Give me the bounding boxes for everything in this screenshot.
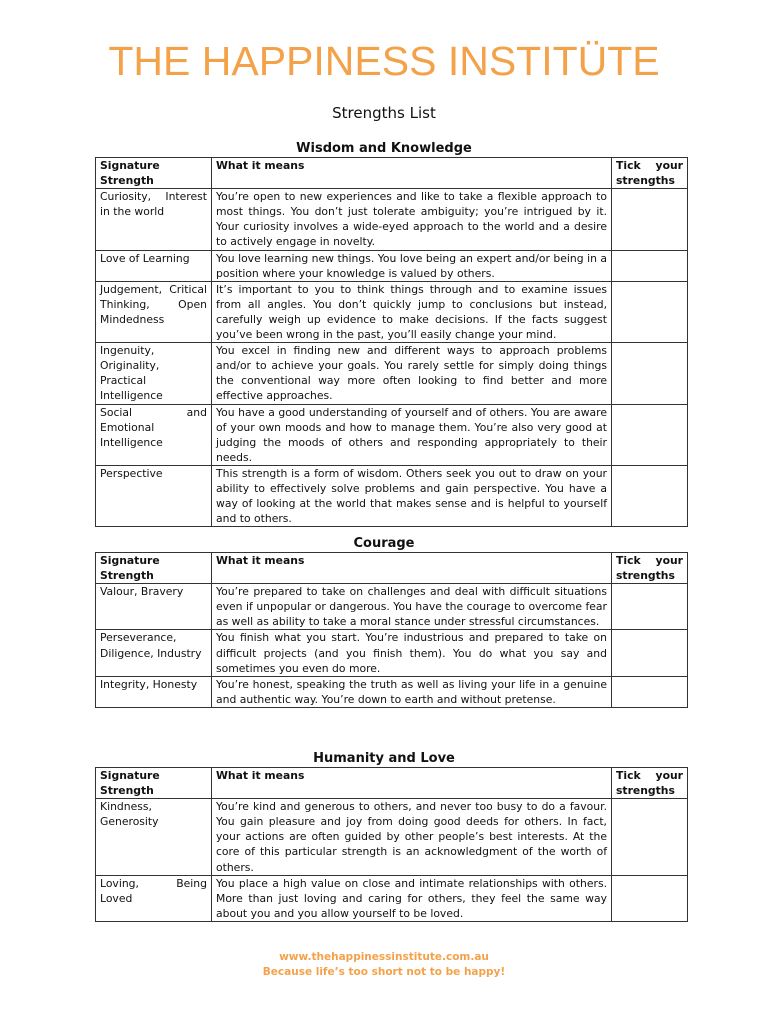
table-header-row xyxy=(96,553,688,584)
strength-meaning: You place a high value on close and intimate relationships with others. More than just loving and caring for others, they feel the same way about you and you allow yourself to be loved. xyxy=(212,875,612,921)
strengths-table-courage xyxy=(95,552,688,708)
section-title-humanity: Humanity and Love xyxy=(313,751,455,766)
footer xyxy=(0,950,768,980)
table-row xyxy=(96,343,688,404)
column-header-meaning: What it means xyxy=(212,768,612,799)
table-row xyxy=(96,404,688,465)
tick-cell[interactable] xyxy=(612,630,688,676)
strength-name: Social and Emotional Intelligence xyxy=(96,404,212,465)
table-row xyxy=(96,799,688,875)
strength-meaning: You have a good understanding of yourself and of others. You are aware of your own moods and how to manage them. You’re also very good at judging the moods of others and responding appropriately to their needs. xyxy=(212,404,612,465)
table-row xyxy=(96,630,688,676)
strengths-table-humanity xyxy=(95,767,688,922)
column-header-tick: Tick your strengths xyxy=(612,158,688,189)
strength-name: Valour, Bravery xyxy=(96,584,212,630)
column-header-signature: Signature Strength xyxy=(96,158,212,189)
column-header-signature: Signature Strength xyxy=(96,768,212,799)
strength-meaning: You love learning new things. You love being an expert and/or being in a position where your knowledge is valued by others. xyxy=(212,250,612,281)
strength-name: Loving, Being Loved xyxy=(96,875,212,921)
footer-tagline: Because life’s too short not to be happy! xyxy=(262,966,506,978)
table-header-row xyxy=(96,158,688,189)
table-row xyxy=(96,465,688,526)
footer-url-link[interactable]: www.thehappinessinstitute.com.au xyxy=(279,951,489,963)
table-row xyxy=(96,281,688,342)
strength-meaning: This strength is a form of wisdom. Others seek you out to draw on your ability to effectively solve problems and gain perspective. You have a way of looking at the world that makes sense and is helpful to yourself and to others. xyxy=(212,465,612,526)
strength-name: Ingenuity, Originality, Practical Intelligence xyxy=(96,343,212,404)
column-header-tick: Tick your strengths xyxy=(612,768,688,799)
strength-meaning: You’re open to new experiences and like to take a flexible approach to most things. You don’t just tolerate ambiguity; you’re intrigued by it. Your curiosity involves a wide-eyed approach to the world and a desire to actively engage in novelty. xyxy=(212,189,612,250)
strength-meaning: You’re honest, speaking the truth as well as living your life in a genuine and authentic way. You’re down to earth and without pretense. xyxy=(212,676,612,707)
strength-name: Judgement, Critical Thinking, Open Mindedness xyxy=(96,281,212,342)
strength-name: Perseverance, Diligence, Industry xyxy=(96,630,212,676)
logo: THE HAPPINESS INSTITÜTE xyxy=(108,38,660,84)
strength-meaning: You’re prepared to take on challenges and deal with difficult situations even if unpopular or dangerous. You have the courage to overcome fear as well as ability to take a moral stance under stressful circumstances. xyxy=(212,584,612,630)
strength-meaning: You excel in finding new and different ways to approach problems and/or to achieve your goals. You rarely settle for simply doing things the conventional way more often looking to find better and more effective approaches. xyxy=(212,343,612,404)
column-header-meaning: What it means xyxy=(212,553,612,584)
tick-cell[interactable] xyxy=(612,189,688,250)
tick-cell[interactable] xyxy=(612,465,688,526)
page-title: Strengths List xyxy=(332,104,436,122)
tick-cell[interactable] xyxy=(612,404,688,465)
column-header-tick: Tick your strengths xyxy=(612,553,688,584)
strength-meaning: It’s important to you to think things through and to examine issues from all angles. You don’t quickly jump to conclusions but instead, carefully weigh up evidence to make decisions. If the facts suggest you’ve been wrong in the past, you’ll easily change your mind. xyxy=(212,281,612,342)
tick-cell[interactable] xyxy=(612,799,688,875)
tick-cell[interactable] xyxy=(612,250,688,281)
table-header-row xyxy=(96,768,688,799)
strengths-table-wisdom xyxy=(95,157,688,527)
section-title-courage: Courage xyxy=(353,536,415,551)
strength-name: Integrity, Honesty xyxy=(96,676,212,707)
table-row xyxy=(96,250,688,281)
table-row xyxy=(96,875,688,921)
tick-cell[interactable] xyxy=(612,281,688,342)
strength-name: Curiosity, Interest in the world xyxy=(96,189,212,250)
table-row xyxy=(96,189,688,250)
table-row xyxy=(96,676,688,707)
tick-cell[interactable] xyxy=(612,584,688,630)
column-header-signature: Signature Strength xyxy=(96,553,212,584)
tick-cell[interactable] xyxy=(612,875,688,921)
strength-meaning: You’re kind and generous to others, and never too busy to do a favour. You gain pleasure and joy from doing good deeds for others. In fact, your actions are often guided by other people’s best interests. At the core of this particular strength is an acknowledgment of the worth of others. xyxy=(212,799,612,875)
strength-meaning: You finish what you start. You’re industrious and prepared to take on difficult projects (and you finish them). You do what you say and sometimes you even do more. xyxy=(212,630,612,676)
tick-cell[interactable] xyxy=(612,676,688,707)
column-header-meaning: What it means xyxy=(212,158,612,189)
tick-cell[interactable] xyxy=(612,343,688,404)
table-row xyxy=(96,584,688,630)
strength-name: Perspective xyxy=(96,465,212,526)
section-title-wisdom: Wisdom and Knowledge xyxy=(296,141,472,156)
strength-name: Kindness, Generosity xyxy=(96,799,212,875)
strength-name: Love of Learning xyxy=(96,250,212,281)
